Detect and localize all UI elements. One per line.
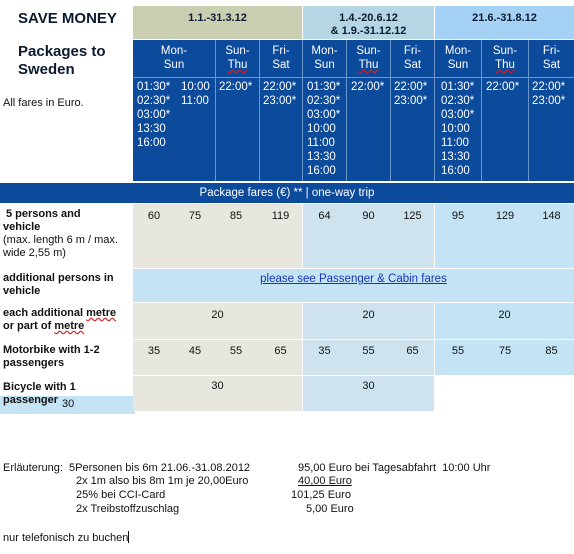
fare-value: 20 — [362, 309, 375, 321]
fare-value: 129 — [495, 210, 515, 222]
departure-times: 10:00 11:00 — [181, 81, 210, 107]
fare-value: 45 — [188, 345, 202, 357]
note-line-1-right: 95,00 Euro bei Tagesabfahrt 10:00 Uhr — [298, 462, 491, 474]
note-line-4-left: 2x Treibstoffzuschlag — [76, 503, 180, 515]
fare-value: 55 — [362, 345, 375, 357]
row-label-additional: additional persons in vehicle — [3, 272, 114, 297]
note-line-1-left: Erläuterung: 5Personen bis 6m 21.06.-31.08.2012 — [3, 462, 251, 474]
page-title: SAVE MONEY — [18, 10, 117, 27]
departure-times: 22:00* 23:00* — [263, 81, 297, 107]
period-label: 1.4.-20.6.12 — [339, 12, 398, 24]
fare-value: 20 — [498, 309, 511, 321]
departure-times: 22:00* — [219, 81, 253, 93]
fare-value: 119 — [271, 210, 290, 222]
fare-value: 125 — [403, 210, 422, 222]
note-line-3-right: 101,25 Euro — [291, 489, 351, 501]
fare-value: 20 — [211, 309, 224, 321]
subtitle-line2: Sweden — [18, 61, 75, 78]
fare-value: 30 — [211, 380, 224, 392]
note-line-2-right: 40,00 Euro — [298, 475, 352, 487]
additional-persons-cell — [133, 269, 574, 302]
departure-times: 22:00* — [351, 81, 385, 93]
departure-times: 22:00* — [486, 81, 520, 93]
period-label-2: & 1.9.-31.12.12 — [330, 25, 407, 37]
day-label: Sun- Thu — [492, 45, 518, 71]
fare-value: 65 — [406, 345, 419, 357]
row-label-bicycle: Bicycle with 1 passenger — [3, 381, 76, 406]
period-label: 1.1.-31.3.12 — [188, 12, 247, 24]
fares-note: All fares in Euro. — [3, 97, 84, 109]
fare-value: 65 — [274, 345, 287, 357]
package-fares-bar: Package fares (€) ** | one-way trip — [0, 183, 574, 203]
fare-value: 85 — [545, 345, 558, 357]
text-cursor — [128, 531, 129, 543]
motorbike-values — [133, 345, 574, 359]
row-label-metre: each additional metre or part of metre — [3, 307, 117, 332]
period-header-2 — [303, 6, 434, 39]
cell-bg — [303, 303, 434, 339]
cell-bg — [133, 376, 302, 411]
period-header-3 — [435, 6, 574, 39]
note-line-4-right: 5,00 Euro — [306, 503, 354, 515]
departure-times: 22:00* 23:00* — [532, 81, 566, 107]
fare-value: 95 — [451, 210, 465, 222]
day-label: Mon- Sun — [160, 45, 188, 71]
fare-value: 55 — [229, 345, 243, 357]
period-header-1 — [133, 6, 302, 39]
cell-bg — [303, 376, 434, 411]
day-label: Mon- Sun — [311, 45, 338, 71]
departure-times: 01:30* 02:30* 03:00* 10:00 11:00 13:30 16:00 — [441, 81, 475, 177]
departure-times: 01:30* 02:30* 03:00* 10:00 11:00 13:30 16:00 — [307, 81, 341, 177]
footer-note: nur telefonisch zu buchen — [3, 532, 129, 544]
row-label-vehicle: 5 persons and vehicle (max. length 6 m / max. wide 2,55 m) — [3, 208, 118, 259]
departure-times: 01:30* 02:30* 03:00* 13:30 16:00 — [137, 81, 171, 149]
note-line-2-left: 2x 1m also bis 8m 1m je 20,00Euro — [76, 475, 249, 487]
row-label-motorbike: Motorbike with 1-2 passengers — [3, 344, 100, 369]
row-divider — [133, 77, 574, 78]
day-label: Mon- Sun — [444, 45, 472, 71]
fare-value: 64 — [318, 210, 331, 222]
cell-bg — [133, 303, 302, 339]
day-label: Fri- Sat — [542, 45, 561, 71]
fare-value: 60 — [147, 210, 161, 222]
fare-value: 30 — [362, 380, 375, 392]
day-label: Fri- Sat — [403, 45, 422, 71]
subtitle-line1: Packages to — [18, 43, 106, 60]
fare-value: 55 — [451, 345, 465, 357]
fare-value: 35 — [318, 345, 331, 357]
passenger-cabin-fares-link[interactable]: please see Passenger & Cabin fares — [260, 273, 447, 285]
fare-value: 90 — [362, 210, 375, 222]
day-label: Sun- Thu — [225, 45, 250, 71]
fare-value: 75 — [498, 345, 512, 357]
fare-value: 148 — [542, 210, 561, 222]
fare-value: 75 — [188, 210, 202, 222]
period-label: 21.6.-31.8.12 — [472, 12, 537, 24]
cell-bg — [435, 303, 574, 339]
fare-value: 30 — [62, 398, 75, 410]
day-label: Sun- Thu — [356, 45, 381, 71]
vehicle-values — [133, 210, 574, 224]
note-line-3-left: 25% bei CCI-Card — [76, 489, 166, 501]
fare-value: 85 — [229, 210, 243, 222]
fare-value: 35 — [147, 345, 161, 357]
day-label: Fri- Sat — [272, 45, 290, 71]
departure-times: 22:00* 23:00* — [394, 81, 428, 107]
